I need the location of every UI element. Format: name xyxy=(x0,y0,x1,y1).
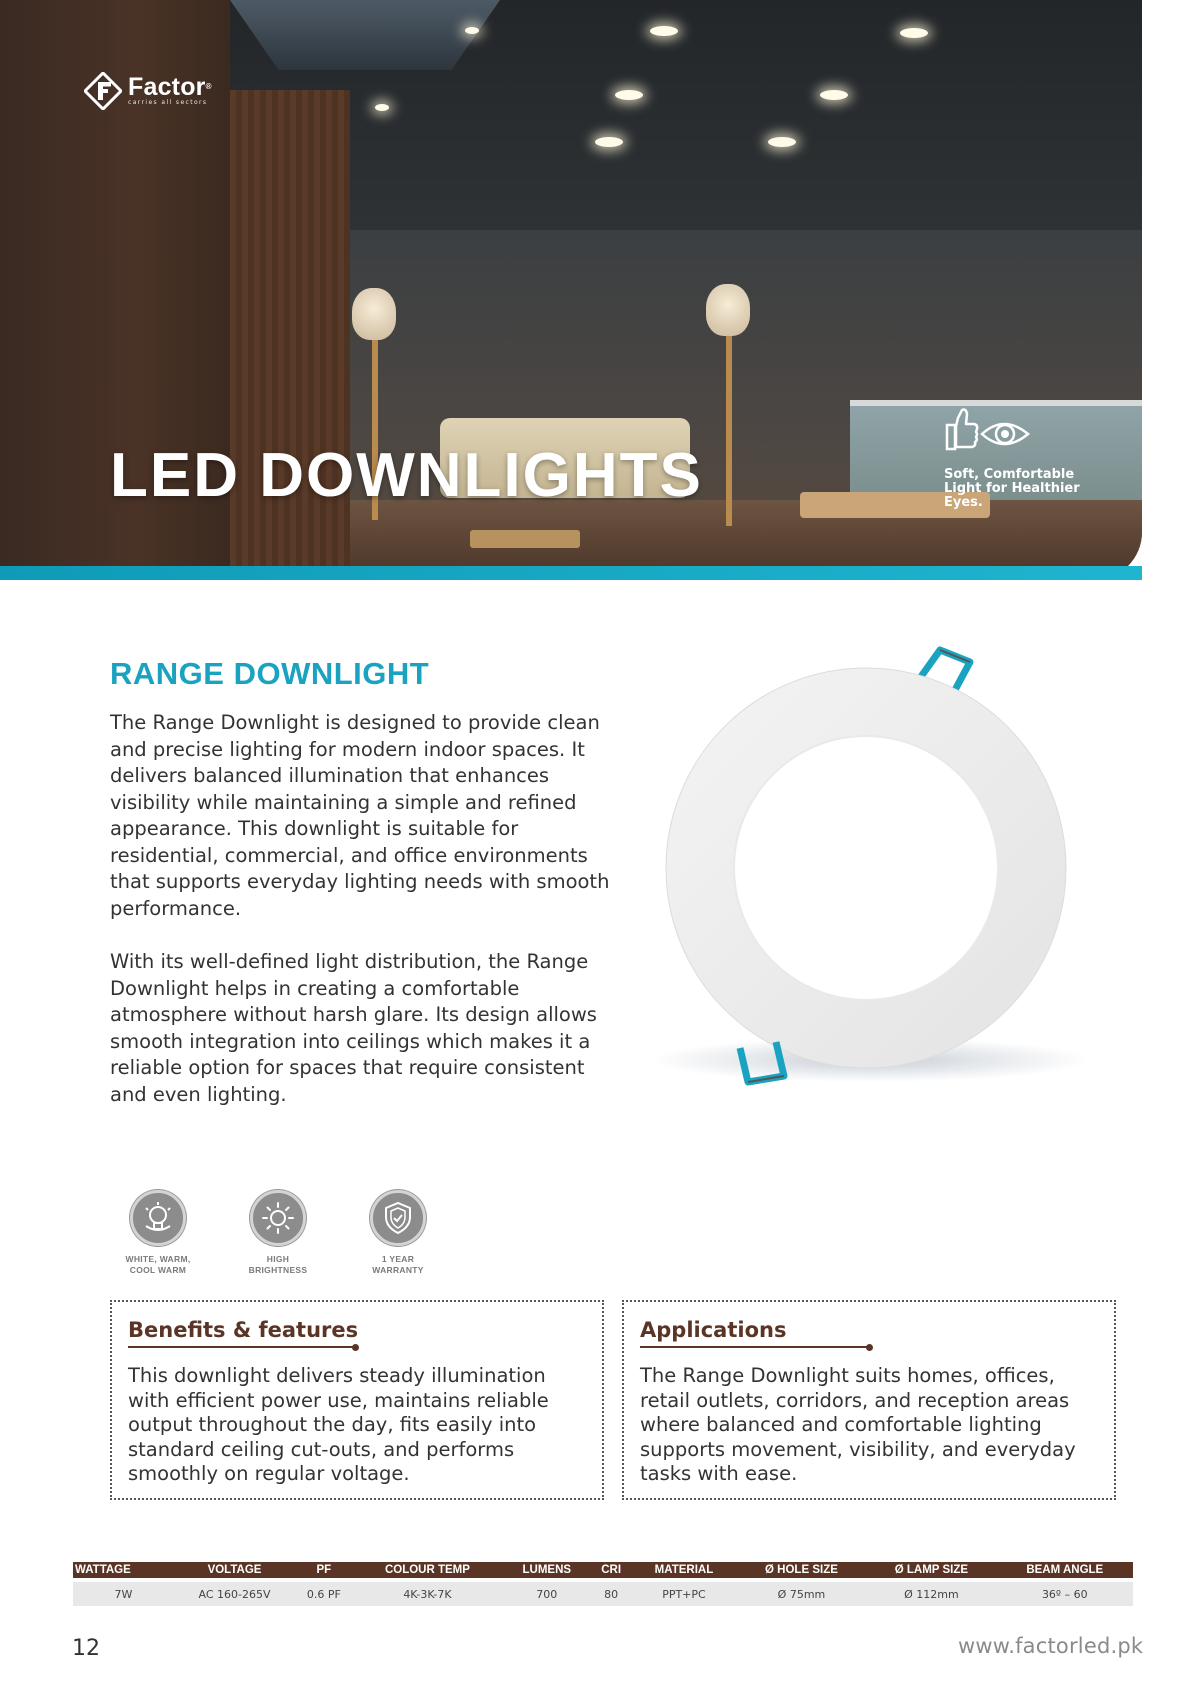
applications-rule xyxy=(640,1346,870,1348)
brand-logo xyxy=(84,72,212,110)
spec-cell: 4K-3K-7K xyxy=(352,1580,502,1606)
benefits-rule xyxy=(128,1346,356,1348)
spec-cell: Ø 75mm xyxy=(737,1580,867,1606)
spec-cell: 700 xyxy=(502,1580,591,1606)
spec-header: CRI xyxy=(591,1562,631,1580)
color-temperature-bulb-icon xyxy=(130,1190,186,1246)
spec-header: Ø LAMP SIZE xyxy=(866,1562,996,1580)
benefits-title: Benefits & features xyxy=(128,1318,359,1342)
spec-header: PF xyxy=(295,1562,352,1580)
product-paragraph: The Range Downlight is designed to provide clean and precise lighting for modern indoor spaces. It delivers balanced illumination that enhances visibility while maintaining a simple and refined appearance. This downlight is suitable for residential, commercial, and office environments that supports everyday lighting needs with smooth performance. xyxy=(110,711,610,920)
product-title: RANGE DOWNLIGHT xyxy=(110,656,430,691)
feature-brightness xyxy=(230,1190,326,1276)
spec-cell: PPT+PC xyxy=(631,1580,736,1606)
spec-header-row xyxy=(73,1562,1133,1580)
ceiling-spotlight xyxy=(465,27,479,34)
ceiling-spotlight xyxy=(820,90,848,100)
spec-table xyxy=(73,1562,1133,1606)
feature-icons xyxy=(110,1190,446,1276)
website-link[interactable]: www.factorled.pk xyxy=(958,1634,1144,1658)
spec-cell: AC 160-265V xyxy=(174,1580,295,1606)
spec-header: COLOUR TEMP xyxy=(352,1562,502,1580)
benefits-box xyxy=(110,1300,604,1500)
spec-header: LUMENS xyxy=(502,1562,591,1580)
floor-lamp-shade xyxy=(352,288,396,340)
hero-feature-badge xyxy=(944,408,1084,510)
brand-name: Factor® xyxy=(128,73,212,101)
feature-label: HIGH BRIGHTNESS xyxy=(248,1254,308,1275)
factor-logo-icon xyxy=(84,72,122,110)
spec-cell: 0.6 PF xyxy=(295,1580,352,1606)
sun-brightness-icon xyxy=(250,1190,306,1246)
spec-cell: 36º – 60 xyxy=(997,1580,1133,1606)
hero-badge-text: Soft, Comfortable Light for Healthier Eyes. xyxy=(944,467,1080,510)
feature-label: WHITE, WARM, COOL WARM xyxy=(125,1254,191,1275)
applications-box xyxy=(622,1300,1116,1500)
thumbs-up-eye-icon xyxy=(944,408,1034,460)
page-title: LED DOWNLIGHTS xyxy=(110,441,703,510)
table-row xyxy=(73,1580,1133,1606)
spec-header: BEAM ANGLE xyxy=(997,1562,1133,1580)
product-paragraph: With its well-defined light distribution, the Range Downlight helps in creating a comfortable atmosphere without harsh glare. Its design allows smooth integration into ceilings which makes it a reliable option for spaces that require consistent and even lighting. xyxy=(110,950,597,1106)
floor-lamp-shade xyxy=(706,284,750,336)
feature-warranty xyxy=(350,1190,446,1276)
spec-header: VOLTAGE xyxy=(174,1562,295,1580)
floor-lamp-pole xyxy=(726,336,732,526)
applications-title: Applications xyxy=(640,1318,787,1342)
brand-tagline: carries all sectors xyxy=(128,99,208,106)
product-description xyxy=(110,710,615,1108)
ceiling-spotlight xyxy=(595,137,623,147)
hero-ribbon xyxy=(0,566,1142,580)
hero-banner xyxy=(0,0,1142,580)
applications-text: The Range Downlight suits homes, offices, retail outlets, corridors, and reception areas where balanced and comfortable lighting supports movement, visibility, and everyday tasks with ease. xyxy=(640,1364,1076,1485)
ceiling-spotlight xyxy=(900,28,928,38)
spec-header: Ø HOLE SIZE xyxy=(737,1562,867,1580)
ceiling-spotlight xyxy=(768,137,796,147)
page-number: 12 xyxy=(72,1636,100,1661)
product-image xyxy=(640,630,1100,1100)
spec-header: MATERIAL xyxy=(631,1562,736,1580)
spec-cell: Ø 112mm xyxy=(866,1580,996,1606)
benefits-text: This downlight delivers steady illumination with efficient power use, maintains reliable output throughout the day, fits easily into standard ceiling cut-outs, and performs smoothly on regular voltage. xyxy=(128,1364,549,1485)
ceiling-spotlight xyxy=(650,26,678,36)
spec-cell: 7W xyxy=(73,1580,174,1606)
ceiling-spotlight xyxy=(615,90,643,100)
spec-header: WATTAGE xyxy=(73,1562,174,1580)
shield-warranty-icon xyxy=(370,1190,426,1246)
ceiling-spotlight xyxy=(375,104,389,111)
spec-cell: 80 xyxy=(591,1580,631,1606)
hero-side-table xyxy=(470,530,580,548)
feature-color-temp xyxy=(110,1190,206,1276)
feature-label: 1 YEAR WARRANTY xyxy=(372,1254,424,1275)
